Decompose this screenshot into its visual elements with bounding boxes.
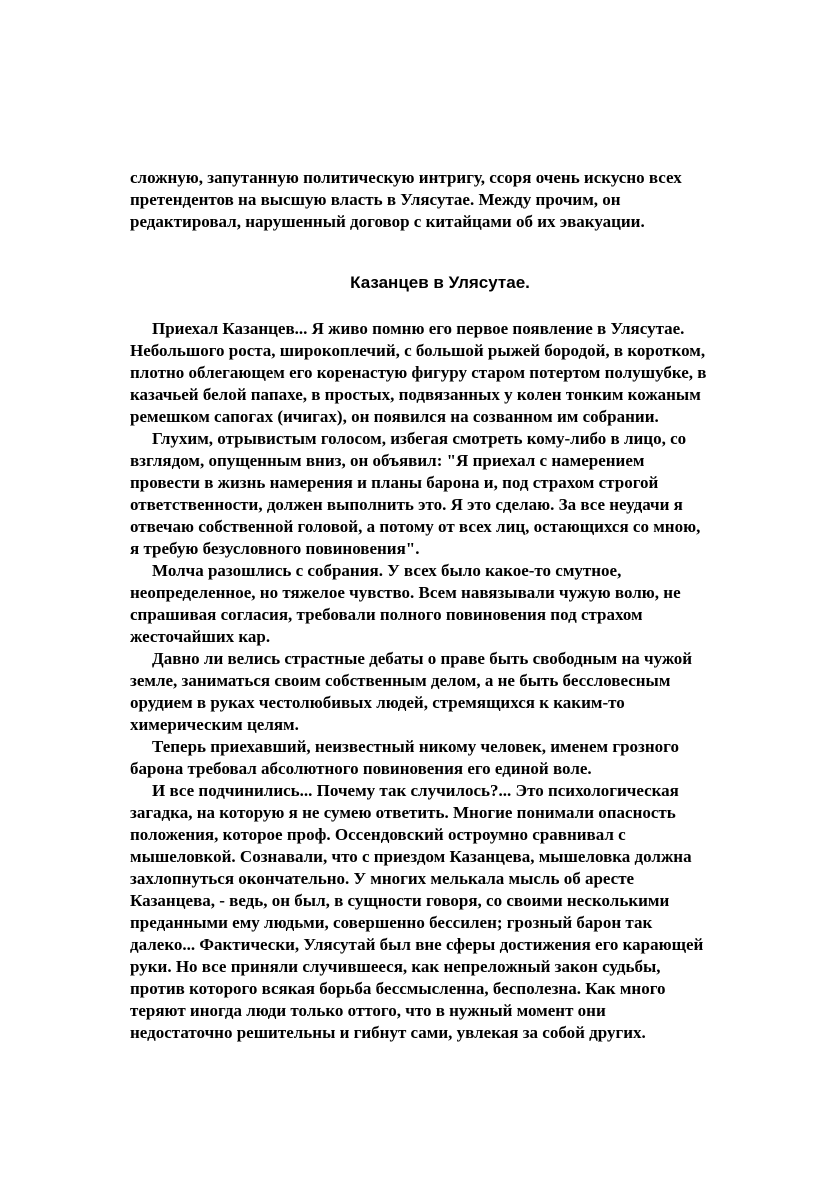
text-line: против которого всякая борьба бессмысленна, бесполезна. Как много: [130, 979, 666, 998]
text-line: положения, которое проф. Оссендовский остроумно сравнивал с: [130, 825, 626, 844]
text-line: И все подчинились... Почему так случилось?... Это психологическая: [152, 781, 679, 800]
text-line: мышеловкой. Сознавали, что с приездом Казанцева, мышеловка должна: [130, 847, 692, 866]
text-line: химерическим целям.: [130, 715, 299, 734]
text-line: преданными ему людьми, совершенно бессилен; грозный барон так: [130, 913, 653, 932]
text-line: Приехал Казанцев... Я живо помню его первое появление в Улясутае.: [152, 319, 685, 338]
text-line: теряют иногда люди только оттого, что в нужный момент они: [130, 1001, 606, 1020]
text-line: провести в жизнь намерения и планы барона и, под страхом строгой: [130, 473, 659, 492]
text-line: земле, заниматься своим собственным делом, а не быть бессловесным: [130, 671, 671, 690]
text-line: далеко... Фактически, Улясутай был вне сферы достижения его карающей: [130, 935, 704, 954]
text-line: Казанцева, - ведь, он был, в сущности говоря, со своими несколькими: [130, 891, 670, 910]
text-line: Глухим, отрывистым голосом, избегая смотреть кому-либо в лицо, со: [152, 429, 687, 448]
text-line: Давно ли велись страстные дебаты о праве быть свободным на чужой: [152, 649, 693, 668]
text-line: неопределенное, но тяжелое чувство. Всем навязывали чужую волю, не: [130, 583, 681, 602]
text-line: Молча разошлись с собрания. У всех было какое-то смутное,: [152, 561, 622, 580]
text-line: ответственности, должен выполнить это. Я это сделаю. За все неудачи я: [130, 495, 683, 514]
text-line: захлопнуться окончательно. У многих мелькала мысль об аресте: [130, 869, 635, 888]
section-title: Казанцев в Улясутае.: [350, 273, 530, 292]
text-line: Теперь приехавший, неизвестный никому человек, именем грозного: [152, 737, 679, 756]
text-line: плотно облегающем его коренастую фигуру старом потертом полушубке, в: [130, 363, 707, 382]
text-line: сложную, запутанную политическую интригу, ссоря очень искусно всех: [130, 168, 682, 187]
text-line: казачьей белой папахе, в простых, подвязанных у колен тонким кожаным: [130, 385, 701, 404]
text-line: спрашивая согласия, требовали полного повиновения под страхом: [130, 605, 643, 624]
text-line: недостаточно решительны и гибнут сами, увлекая за собой других.: [130, 1023, 646, 1042]
text-line: отвечаю собственной головой, а потому от всех лиц, остающихся со мною,: [130, 517, 701, 536]
text-line: орудием в руках честолюбивых людей, стремящихся к каким-то: [130, 693, 625, 712]
text-line: взглядом, опущенным вниз, он объявил: "Я приехал с намерением: [130, 451, 645, 470]
text-line: ремешком сапогах (ичигах), он появился на созванном им собрании.: [130, 407, 659, 426]
text-line: загадка, на которую я не сумею ответить. Многие понимали опасность: [130, 803, 676, 822]
text-line: жесточайших кар.: [130, 627, 271, 646]
text-line: Небольшого роста, широкоплечий, с большой рыжей бородой, в коротком,: [130, 341, 706, 360]
text-line: редактировал, нарушенный договор с китайцами об их эвакуации.: [130, 212, 645, 231]
text-line: барона требовал абсолютного повиновения его единой воле.: [130, 759, 592, 778]
text-line: руки. Но все приняли случившееся, как непреложный закон судьбы,: [130, 957, 661, 976]
text-line: претендентов на высшую власть в Улясутае. Между прочим, он: [130, 190, 621, 209]
text-line: я требую безусловного повиновения".: [130, 539, 420, 558]
